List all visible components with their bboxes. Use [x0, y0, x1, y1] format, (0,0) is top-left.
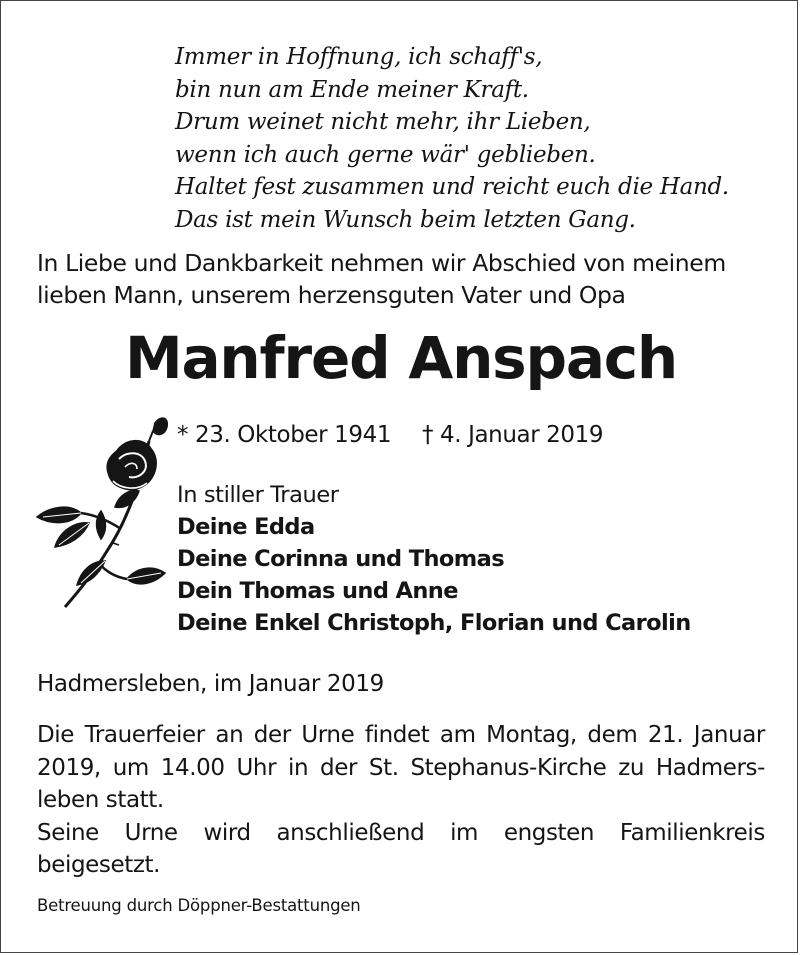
ceremony-line: leben statt.: [37, 787, 164, 813]
mourner-name: Deine Corinna und Thomas: [177, 546, 505, 572]
intro-line: In Liebe und Dankbarkeit nehmen wir Abschied von meinem: [37, 249, 726, 277]
mourners-heading: In stiller Trauer: [177, 482, 339, 508]
ceremony-line: Seine Urne wird anschließend im engsten Familienkreis: [37, 819, 765, 846]
poem-line: Drum weinet nicht mehr, ihr Lieben,: [175, 109, 591, 135]
ceremony-line: Die Trauerfeier an der Urne findet am Montag, dem 21. Januar: [37, 722, 765, 748]
poem: [175, 41, 729, 236]
mourner-name: Deine Edda: [177, 514, 315, 540]
poem-line: Das ist mein Wunsch beim letzten Gang.: [175, 206, 636, 233]
mourner-name: Deine Enkel Christoph, Florian und Carolin: [177, 610, 691, 636]
intro-text: [37, 247, 726, 311]
death-date: † 4. Januar 2019: [422, 422, 604, 448]
mourner-name: Dein Thomas und Anne: [177, 578, 458, 604]
intro-line: lieben Mann, unserem herzensguten Vater und Opa: [37, 281, 626, 309]
mourners-block: [177, 479, 691, 639]
ceremony-notice: [37, 719, 765, 882]
ceremony-line: beigesetzt.: [37, 852, 161, 878]
poem-line: bin nun am Ende meiner Kraft.: [175, 76, 529, 103]
poem-line: wenn ich auch gerne wär' geblieben.: [175, 141, 596, 168]
deceased-name: Manfred Anspach: [124, 324, 678, 392]
poem-line: Haltet fest zusammen und reicht euch die Hand.: [175, 174, 729, 200]
life-dates: [177, 419, 603, 451]
birth-date: * 23. Oktober 1941: [177, 422, 392, 448]
poem-line: Immer in Hoffnung, ich schaff's,: [175, 44, 543, 70]
place-date: Hadmersleben, im Januar 2019: [37, 671, 384, 697]
ceremony-line: 2019, um 14.00 Uhr in der St. Stephanus-Kirche zu Hadmers-: [37, 754, 765, 781]
rose-icon: [29, 411, 179, 611]
funeral-home-credit: Betreuung durch Döppner-Bestattungen: [37, 896, 361, 915]
